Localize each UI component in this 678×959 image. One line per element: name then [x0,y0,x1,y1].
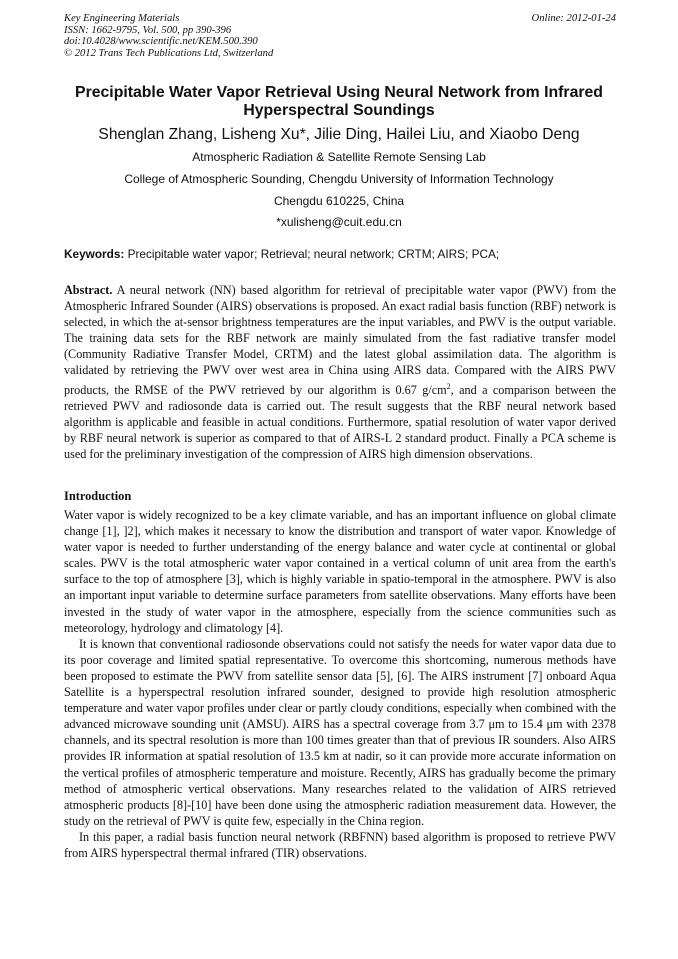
paper-title [60,84,618,120]
title-line-2: Hyperspectral Soundings [243,102,435,119]
keywords [64,247,616,262]
keywords-label: Keywords: [64,247,125,261]
author-list: Shenglan Zhang, Lisheng Xu*, Jilie Ding, Hailei Liu, and Xiaobo Deng [98,126,580,143]
title-line-1: Precipitable Water Vapor Retrieval Using Neural Network from Infrared [75,84,603,101]
doi-line: doi:10.4028/www.scientific.net/KEM.500.390 [64,36,258,47]
abstract-superscript: 2 [446,381,451,391]
online-date: Online: 2012-01-24 [531,13,616,24]
abstract-text-part1: A neural network (NN) based algorithm for retrieval of precipitable water vapor (PWV) from the Atmospheric Infrared Sounder (AIRS) observations is proposed. An exact radial basis function (RBF) network is selected, in which the at-sensor brightness temperatures are the input variables, and PWV is the output variable. The training data sets for the RBF network are mainly simulated from the fast radiative transfer model (Community Radiative Transfer Model, CRTM) and the latest global assimilation data. The algorithm is validated by retrieving the PWV over west area in China using AIRS data. Compared with the AIRS PWV products, the RMSE of the PWV retrieved by our algorithm is 0.67 g/cm [64,283,616,397]
introduction-body [64,507,616,861]
issn-line: ISSN: 1662-9795, Vol. 500, pp 390-396 [64,24,232,36]
intro-paragraph-3: In this paper, a radial basis function neural network (RBFNN) based algorithm is proposed to retrieve PWV from AIRS hyperspectral thermal infrared (TIR) observations. [64,829,616,860]
abstract-label: Abstract. [64,283,113,297]
publication-header [64,13,616,59]
introduction-heading: Introduction [64,489,132,503]
affiliation-address: Chengdu 610225, China [273,194,405,208]
journal-name: Key Engineering Materials [64,13,180,24]
intro-paragraph-2: It is known that conventional radiosonde observations could not satisfy the needs for water vapor data due to its poor coverage and limited spatial representative. To overcome this shortcoming, numerous methods have been proposed to estimate the PWV from satellite sensor data [5], [6]. The AIRS instrument [7] onboard Aqua Satellite is a hyperspectral resolution infrared sounder, designed to provide high resolution atmospheric temperature and water vapor profiles under clear or partly cloudy conditions, especially when combined with the advanced microwave sounding unit (AMSU). AIRS has a spectral coverage from 3.7 μm to 15.4 μm with 2378 channels, and its spectral resolution is more than 100 times greater than that of previous IR sounders. Also AIRS provides IR information at spatial resolution of 13.5 km at nadir, so it can provide more accurate information on the vertical profiles of atmospheric temperature and moisture. Recently, AIRS has gradually become the primary method of atmospheric vertical observations. Many researches related to the validation of AIRS retrieved atmospheric products [8]-[10] have been done using the atmospheric radiation measurement data. However, the study on the retrieval of PWV is quite few, especially in the China region. [64,636,616,828]
intro-paragraph-1: Water vapor is widely recognized to be a key climate variable, and has an important influence on global climate change [1], ]2], which makes it necessary to know the distribution and transport of water vapor. Knowledge of water vapor is needed to further understanding of the energy balance and water cycle at continental or global scales. PWV is the total atmospheric water vapor contained in a vertical column of unit area from the earth's surface to the top of atmosphere [3], which is highly variable in spatio-temporal in the atmosphere. PWV is also an important input variable to determine surface parameters from satellite observations. Many efforts have been invested in the study of water vapor in the atmosphere, especially from the science communities such as meteorology, hydrology and climatology [4]. [64,508,616,635]
abstract-text-part2: , and a comparison between the retrieved PWV and radiosonde data is carried out. The result suggests that the RBF neural network based algorithm is applicable and feasible in actual conditions. Furthermore, spatial resolution of water vapor derived by RBF neural network is superior as compared to that of AIRS-L 2 standard product. Finally a PCA scheme is used for the preliminary investigation of the compression of AIRS high dimension observations. [64,382,616,461]
keywords-text: Precipitable water vapor; Retrieval; neural network; CRTM; AIRS; PCA; [127,247,500,261]
corresponding-email: *xulisheng@cuit.edu.cn [276,215,402,229]
affiliation-college: College of Atmospheric Sounding, Chengdu University of Information Technology [124,172,554,186]
copyright-line: © 2012 Trans Tech Publications Ltd, Switzerland [64,47,274,59]
affiliation-lab: Atmospheric Radiation & Satellite Remote Sensing Lab [192,150,486,164]
abstract [64,282,616,462]
